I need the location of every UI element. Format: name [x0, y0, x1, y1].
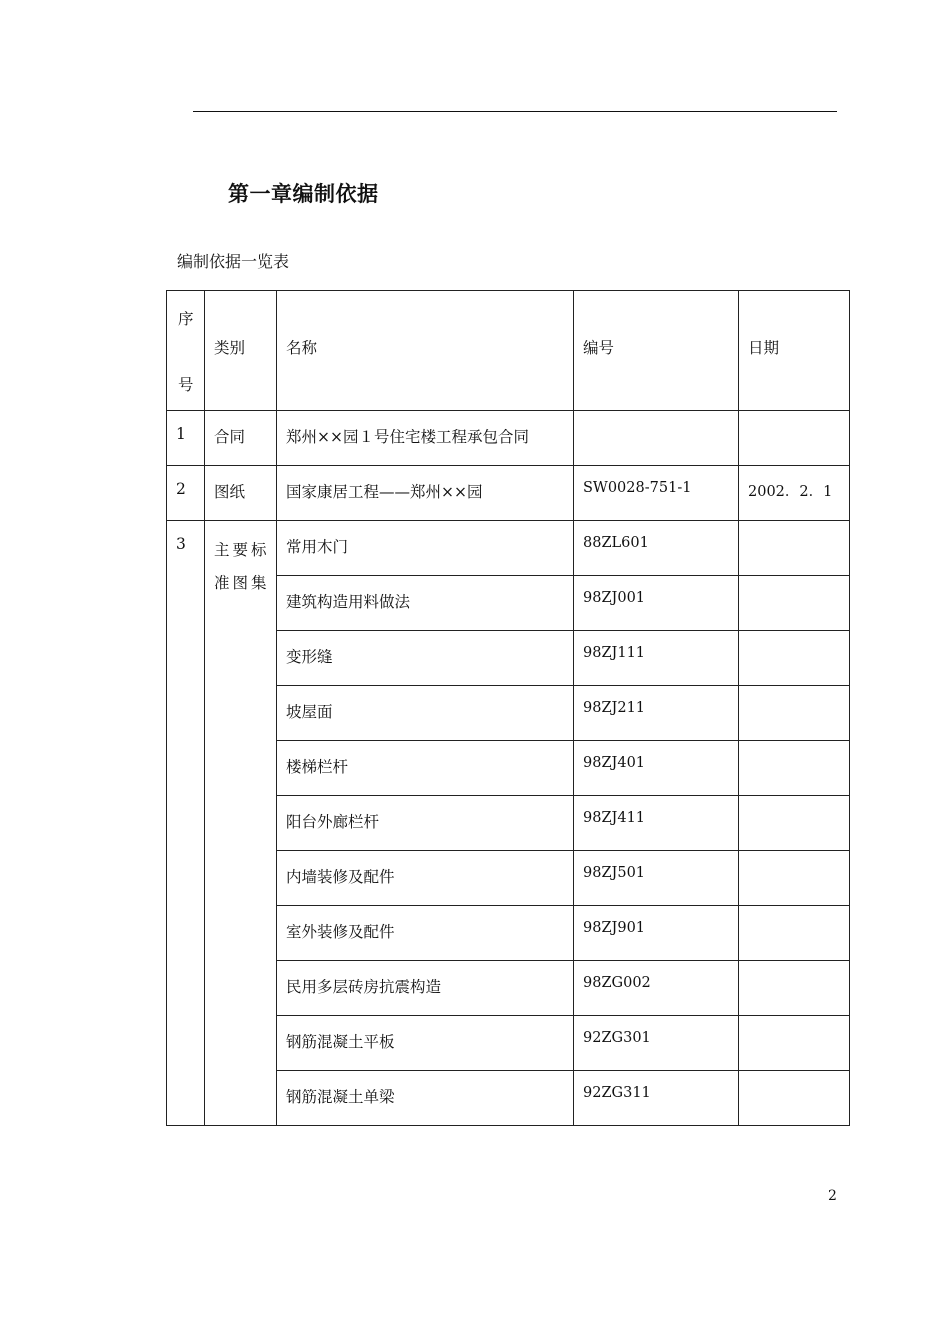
- table-caption: 编制依据一览表: [177, 252, 290, 271]
- cell-date: [739, 906, 850, 961]
- cell-category: 合同: [205, 411, 277, 466]
- cell-category: 图纸: [205, 466, 277, 521]
- cell-name: 钢筋混凝土平板: [277, 1016, 574, 1071]
- cell-seq: 2: [167, 466, 205, 521]
- header-seq-top: 序: [178, 310, 194, 328]
- cell-seq: 3: [167, 521, 205, 1126]
- chapter-title: 第一章编制依据: [228, 182, 379, 206]
- cell-name: 建筑构造用料做法: [277, 576, 574, 631]
- cell-code: 98ZG002: [574, 961, 739, 1016]
- cell-date: [739, 1071, 850, 1126]
- cell-code: [574, 411, 739, 466]
- cell-name: 内墙装修及配件: [277, 851, 574, 906]
- header-seq-bottom: 号: [178, 376, 194, 394]
- header-category: 类别: [205, 291, 277, 411]
- header-name: 名称: [277, 291, 574, 411]
- page-number: 2: [828, 1188, 837, 1204]
- header-code: 编号: [574, 291, 739, 411]
- cell-date: [739, 741, 850, 796]
- cell-code: 98ZJ401: [574, 741, 739, 796]
- cell-code: 98ZJ001: [574, 576, 739, 631]
- header-date: 日期: [739, 291, 850, 411]
- cell-code: 92ZG301: [574, 1016, 739, 1071]
- cell-name: 民用多层砖房抗震构造: [277, 961, 574, 1016]
- cell-category: [205, 521, 277, 1126]
- cell-name: 变形缝: [277, 631, 574, 686]
- category-line: 准图集: [214, 574, 270, 592]
- header-seq: [167, 291, 205, 411]
- cell-code: SW0028-751-1: [574, 466, 739, 521]
- table-row: [167, 521, 850, 576]
- cell-code: 98ZJ211: [574, 686, 739, 741]
- table-header-row: [167, 291, 850, 411]
- category-line: 主要标: [214, 541, 270, 559]
- header-rule: [193, 111, 837, 112]
- cell-date: [739, 961, 850, 1016]
- cell-code: 98ZJ411: [574, 796, 739, 851]
- cell-date: [739, 411, 850, 466]
- cell-date: [739, 686, 850, 741]
- cell-seq: 1: [167, 411, 205, 466]
- cell-name: 坡屋面: [277, 686, 574, 741]
- cell-date: [739, 796, 850, 851]
- cell-date: [739, 1016, 850, 1071]
- cell-name: 钢筋混凝土单梁: [277, 1071, 574, 1126]
- basis-table: [166, 290, 850, 1126]
- cell-date: [739, 521, 850, 576]
- cell-name: 室外装修及配件: [277, 906, 574, 961]
- cell-code: 88ZL601: [574, 521, 739, 576]
- cell-code: 98ZJ501: [574, 851, 739, 906]
- cell-code: 98ZJ901: [574, 906, 739, 961]
- cell-name: 郑州××园１号住宅楼工程承包合同: [277, 411, 574, 466]
- cell-date: [739, 631, 850, 686]
- table-row: [167, 466, 850, 521]
- cell-date: [739, 576, 850, 631]
- cell-name: 楼梯栏杆: [277, 741, 574, 796]
- cell-code: 98ZJ111: [574, 631, 739, 686]
- cell-date: [739, 851, 850, 906]
- cell-name: 阳台外廊栏杆: [277, 796, 574, 851]
- cell-name: 常用木门: [277, 521, 574, 576]
- cell-date: 2002．2．1: [739, 466, 850, 521]
- cell-code: 92ZG311: [574, 1071, 739, 1126]
- table-row: [167, 411, 850, 466]
- cell-name: 国家康居工程——郑州××园: [277, 466, 574, 521]
